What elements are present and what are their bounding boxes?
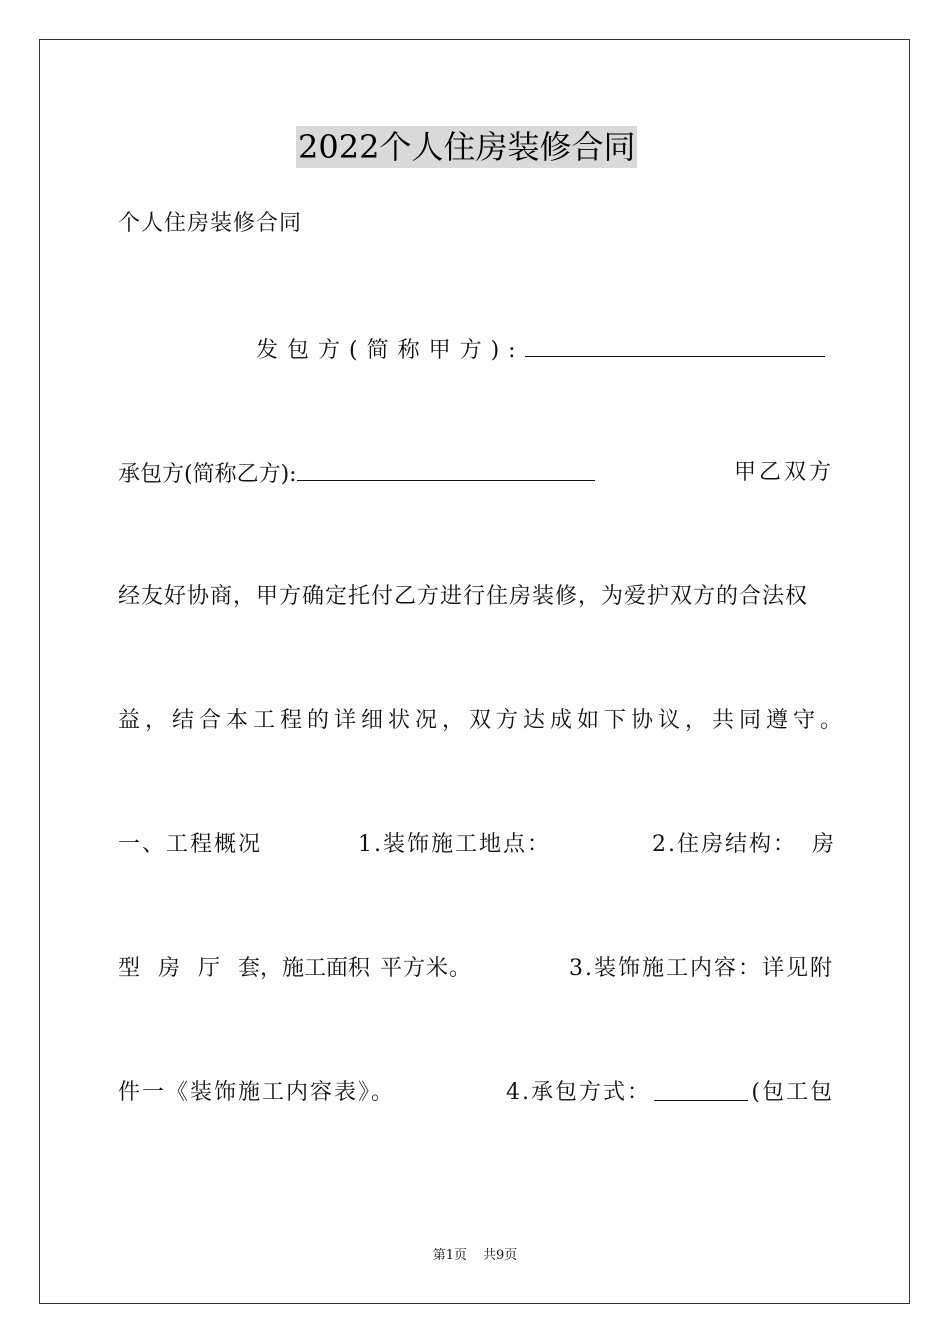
party-b-tail: 甲乙双方 bbox=[733, 460, 834, 485]
room-type-c: 厅 bbox=[198, 956, 221, 981]
paragraph-2: 益，结合本工程的详细状况，双方达成如下协议，共同遵守。 bbox=[118, 708, 848, 733]
room-type-d: 套，施工面积 bbox=[238, 956, 371, 981]
item-4-method: 4.承包方式： bbox=[506, 1080, 651, 1105]
item-1-location: 1.装饰施工地点： bbox=[358, 832, 551, 857]
page-total: 共9页 bbox=[483, 1248, 518, 1263]
party-b-label: 承包方(简称乙方): bbox=[118, 462, 297, 487]
item-4-blank[interactable] bbox=[654, 1078, 748, 1101]
party-b-blank[interactable] bbox=[297, 458, 595, 481]
party-a-blank[interactable] bbox=[525, 334, 825, 357]
room-type-a: 型 bbox=[118, 956, 141, 981]
party-b-line bbox=[118, 458, 834, 490]
page-footer bbox=[0, 1244, 950, 1263]
item-2-structure: 2.住房结构： bbox=[652, 832, 797, 857]
item-4-tail: (包工包 bbox=[751, 1080, 834, 1105]
item-3-content: 3.装饰施工内容：详见附 bbox=[569, 956, 834, 981]
party-a-label: 发包方(简称甲方): bbox=[256, 338, 525, 363]
room-type-e: 平方米。 bbox=[380, 956, 473, 981]
item-2-tail: 房 bbox=[811, 832, 834, 857]
party-a-line bbox=[118, 334, 834, 366]
section-1-heading: 一、工程概况 bbox=[118, 832, 263, 857]
document-title: 2022个人住房装修合同 bbox=[298, 128, 636, 166]
paragraph-1: 经友好协商，甲方确定托付乙方进行住房装修，为爱护双方的合法权 bbox=[118, 584, 809, 609]
document-subtitle: 个人住房装修合同 bbox=[118, 211, 303, 236]
page-number: 第1页 bbox=[432, 1248, 467, 1263]
attachment-text: 件一《装饰施工内容表》。 bbox=[118, 1080, 396, 1105]
room-type-b: 房 bbox=[158, 956, 181, 981]
